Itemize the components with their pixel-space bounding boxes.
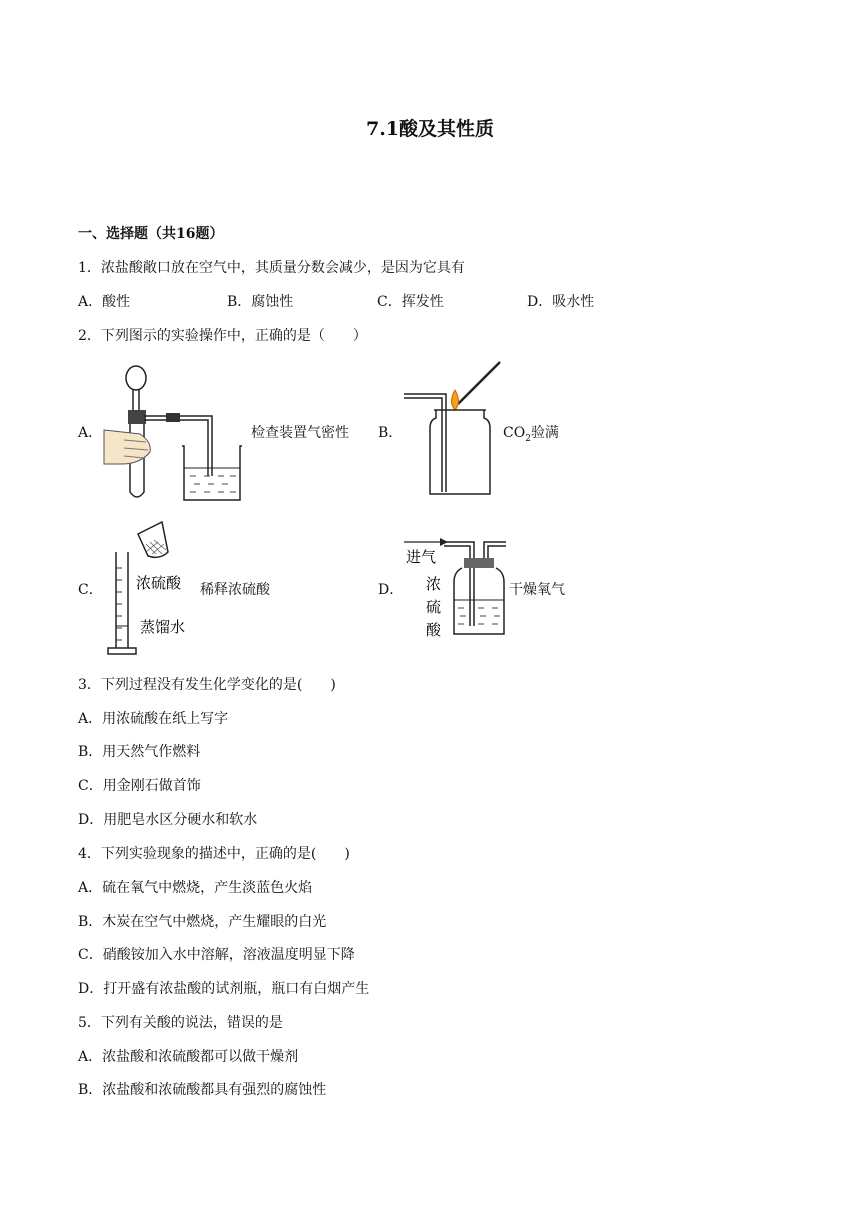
airtightness-check-figure (100, 360, 250, 505)
q5-option-a: A．浓盐酸和浓硫酸都可以做干燥剂 (78, 1049, 299, 1065)
q1-option-a: A．酸性 (78, 294, 131, 310)
q5-stem: 5．下列有关酸的说法，错误的是 (78, 1015, 283, 1031)
q4-stem: 4．下列实验现象的描述中，正确的是( ) (78, 846, 350, 862)
distilled-water-label: 蒸馏水 (140, 618, 186, 636)
q3-option-c: C．用金刚石做首饰 (78, 778, 201, 794)
q2-option-d-label: D． (378, 582, 404, 598)
q1-stem: 1．浓盐酸敞口放在空气中，其质量分数会减少，是因为它具有 (78, 260, 465, 276)
q4-option-d: D．打开盛有浓盐酸的试剂瓶，瓶口有白烟产生 (78, 981, 370, 997)
q3-option-d: D．用肥皂水区分硬水和软水 (78, 812, 258, 828)
concentrated-sulfuric-acid-label: 浓硫酸 (136, 574, 182, 592)
dry-oxygen-figure (400, 536, 510, 640)
q4-option-c: C．硝酸铵加入水中溶解，溶液温度明显下降 (78, 947, 355, 963)
q5-option-b: B．浓盐酸和浓硫酸都具有强烈的腐蚀性 (78, 1082, 327, 1098)
q2-stem: 2．下列图示的实验操作中，正确的是（ ） (78, 328, 367, 344)
acid-char-3: 酸 (426, 621, 442, 639)
acid-char-2: 硫 (426, 598, 442, 616)
q1-option-b: B．腐蚀性 (227, 294, 294, 310)
q3-option-a: A．用浓硫酸在纸上写字 (78, 711, 229, 727)
q2-option-c-caption: 稀释浓硫酸 (200, 582, 270, 598)
gas-inlet-label: 进气 (406, 548, 437, 566)
q4-option-a: A．硫在氧气中燃烧，产生淡蓝色火焰 (78, 880, 313, 896)
q2-option-a-caption: 检查装置气密性 (251, 425, 349, 441)
q3-stem: 3．下列过程没有发生化学变化的是( ) (78, 677, 336, 693)
q1-option-d: D．吸水性 (527, 294, 595, 310)
dilute-sulfuric-acid-figure (98, 518, 198, 660)
q2-option-b-label: B． (378, 425, 403, 441)
q3-option-b: B．用天然气作燃料 (78, 744, 201, 760)
q2-option-b-caption: $CO_2$验满 (503, 425, 559, 444)
co2-test-figure (400, 360, 510, 498)
q2-option-a-label: A． (78, 425, 103, 441)
page-title: 7.1酸及其性质 (365, 118, 495, 140)
q2-option-c-label: C． (78, 582, 103, 598)
q2-option-d-caption: 干燥氧气 (509, 582, 565, 598)
section-heading: 一、选择题（共16题） (78, 226, 224, 242)
q1-option-c: C．挥发性 (377, 294, 444, 310)
acid-char-1: 浓 (426, 575, 442, 593)
q4-option-b: B．木炭在空气中燃烧，产生耀眼的白光 (78, 914, 327, 930)
